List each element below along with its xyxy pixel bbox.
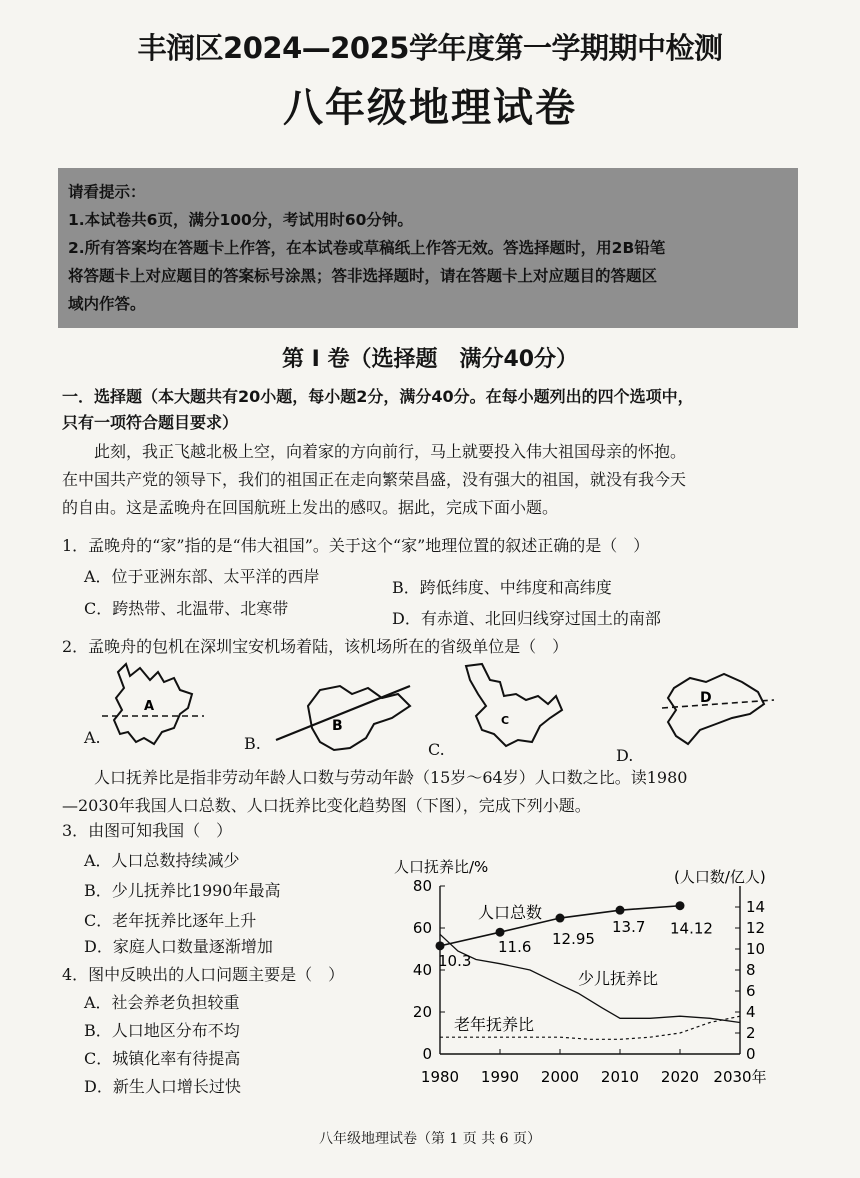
population-data-label: 11.6 xyxy=(498,938,532,957)
map-c-letter: C xyxy=(501,714,510,727)
x-tick-label: 2030年 xyxy=(713,1068,767,1086)
province-map-a-svg xyxy=(100,654,210,749)
population-chart xyxy=(390,852,790,1110)
question-3-option-c[interactable]: C．老年抚养比逐年上升 xyxy=(84,911,257,930)
question-3-option-b[interactable]: B．少儿抚养比1990年最高 xyxy=(84,881,281,900)
province-map-b-svg xyxy=(270,676,420,756)
y-left-tick-label: 60 xyxy=(412,919,432,937)
population-data-label: 10.3 xyxy=(438,951,472,970)
population-point xyxy=(496,928,505,937)
passage-2-line-2: —2030年我国人口总数、人口抚养比变化趋势图（下图），完成下列小题。 xyxy=(62,796,591,815)
passage-1-line-2: 在中国共产党的领导下，我们的祖国正在走向繁荣昌盛，没有强大的祖国，就没有我今天 xyxy=(62,470,687,489)
province-map-a[interactable] xyxy=(100,654,210,749)
x-tick-label: 2020 xyxy=(660,1068,700,1086)
y-axis-left-title: 人口抚养比/% xyxy=(394,858,489,876)
population-data-label: 13.7 xyxy=(612,918,646,937)
y-axis-right-title: (人口数/亿人) xyxy=(674,868,766,886)
y-right-tick-label: 4 xyxy=(746,1003,756,1021)
notice-line-3: 将答题卡上对应题目的答案标号涂黑；答非选择题时，请在答题卡上对应题目的答题区 xyxy=(68,267,658,285)
section-title: 第 Ⅰ 卷（选择题 满分40分） xyxy=(281,347,579,372)
population-point xyxy=(556,914,565,923)
question-3-option-d[interactable]: D．家庭人口数量逐渐增加 xyxy=(84,937,273,956)
exam-subtitle: 八年级地理试卷 xyxy=(283,85,577,131)
series-label-elderly-dependency: 老年抚养比 xyxy=(454,1015,535,1034)
province-map-c[interactable] xyxy=(456,660,566,750)
province-map-d[interactable] xyxy=(654,664,776,754)
y-left-tick-label: 40 xyxy=(412,961,432,979)
passage-1 xyxy=(62,438,802,522)
question-2-option-d[interactable]: D. xyxy=(616,746,634,765)
passage-2-line-1: 人口抚养比是指非劳动年龄人口数与劳动年龄（15岁～64岁）人口数之比。读1980 xyxy=(62,768,688,787)
question-2-option-c[interactable]: C. xyxy=(428,740,445,759)
y-right-tick-label: 8 xyxy=(746,961,756,979)
y-right-tick-label: 2 xyxy=(746,1024,756,1042)
question-4-option-a[interactable]: A．社会养老负担较重 xyxy=(84,993,240,1012)
series-label-child-dependency: 少儿抚养比 xyxy=(578,969,659,988)
population-chart-svg xyxy=(390,852,790,1110)
question-1-stem: 1．孟晚舟的“家”指的是“伟大祖国”。关于这个“家”地理位置的叙述正确的是（ ） xyxy=(62,536,650,555)
x-tick-label: 2010 xyxy=(600,1068,640,1086)
notice-line-2: 2.所有答案均在答题卡上作答，在本试卷或草稿纸上作答无效。答选择题时，用2B铅笔 xyxy=(68,239,666,257)
question-2-option-b[interactable]: B. xyxy=(244,734,261,753)
exam-header-title: 丰润区2024—2025学年度第一学期期中检测 xyxy=(137,31,723,65)
question-3-option-a[interactable]: A．人口总数持续减少 xyxy=(84,851,240,870)
page-footer: 八年级地理试卷（第 1 页 共 6 页） xyxy=(318,1131,542,1147)
province-map-b[interactable] xyxy=(270,676,420,756)
y-right-tick-label: 12 xyxy=(746,919,766,937)
x-tick-label: 1980 xyxy=(420,1068,460,1086)
passage-1-line-1: 此刻，我正飞越北极上空，向着家的方向前行，马上就要投入伟大祖国母亲的怀抱。 xyxy=(62,442,687,461)
question-2-option-a[interactable]: A. xyxy=(84,728,101,747)
population-point xyxy=(616,906,625,915)
y-left-tick-label: 80 xyxy=(412,877,432,895)
y-left-tick-label: 20 xyxy=(412,1003,432,1021)
population-data-label: 12.95 xyxy=(552,930,595,949)
question-4-option-d[interactable]: D．新生人口增长过快 xyxy=(84,1077,241,1096)
map-a-letter: A xyxy=(144,699,155,714)
map-b-letter: B xyxy=(332,718,343,734)
notice-line-1: 1.本试卷共6页，满分100分，考试用时60分钟。 xyxy=(68,211,413,229)
y-right-tick-label: 14 xyxy=(746,898,766,916)
x-tick-label: 2000 xyxy=(540,1068,580,1086)
y-left-tick-label: 0 xyxy=(422,1045,432,1063)
question-1-option-a[interactable]: A．位于亚洲东部、太平洋的西岸 xyxy=(84,567,320,586)
notice-box xyxy=(58,168,798,328)
question-4-option-c[interactable]: C．城镇化率有待提高 xyxy=(84,1049,241,1068)
passage-1-line-3: 的自由。这是孟晚舟在回国航班上发出的感叹。据此，完成下面小题。 xyxy=(62,498,559,517)
question-4-stem: 4．图中反映出的人口问题主要是（ ） xyxy=(62,965,345,984)
question-4-option-b[interactable]: B．人口地区分布不均 xyxy=(84,1021,240,1040)
province-map-d-svg xyxy=(654,664,776,754)
question-1-option-b[interactable]: B．跨低纬度、中纬度和高纬度 xyxy=(392,578,612,597)
x-tick-label: 1990 xyxy=(480,1068,520,1086)
question-1-option-d[interactable]: D．有赤道、北回归线穿过国土的南部 xyxy=(392,609,661,628)
question-3-stem: 3．由图可知我国（ ） xyxy=(62,821,233,840)
section-instructions xyxy=(62,384,802,436)
question-1-option-c[interactable]: C．跨热带、北温带、北寒带 xyxy=(84,599,289,618)
y-right-tick-label: 0 xyxy=(746,1045,756,1063)
notice-line-4: 域内作答。 xyxy=(68,295,146,313)
question-2-stem: 2．孟晚舟的包机在深圳宝安机场着陆，该机场所在的省级单位是（ ） xyxy=(62,637,569,656)
section-instructions-line-2: 只有一项符合题目要求） xyxy=(62,413,239,432)
population-point xyxy=(676,901,685,910)
passage-2 xyxy=(62,764,802,820)
notice-heading: 请看提示： xyxy=(68,183,146,201)
population-data-label: 14.12 xyxy=(670,919,713,938)
section-instructions-line-1: 一．选择题（本大题共有20小题，每小题2分，满分40分。在每小题列出的四个选项中， xyxy=(62,387,694,406)
y-right-tick-label: 10 xyxy=(746,940,766,958)
y-right-tick-label: 6 xyxy=(746,982,756,1000)
province-map-c-svg xyxy=(456,660,566,750)
series-label-total-population: 人口总数 xyxy=(478,903,543,922)
map-d-letter: D xyxy=(700,690,712,706)
population-point xyxy=(436,941,445,950)
